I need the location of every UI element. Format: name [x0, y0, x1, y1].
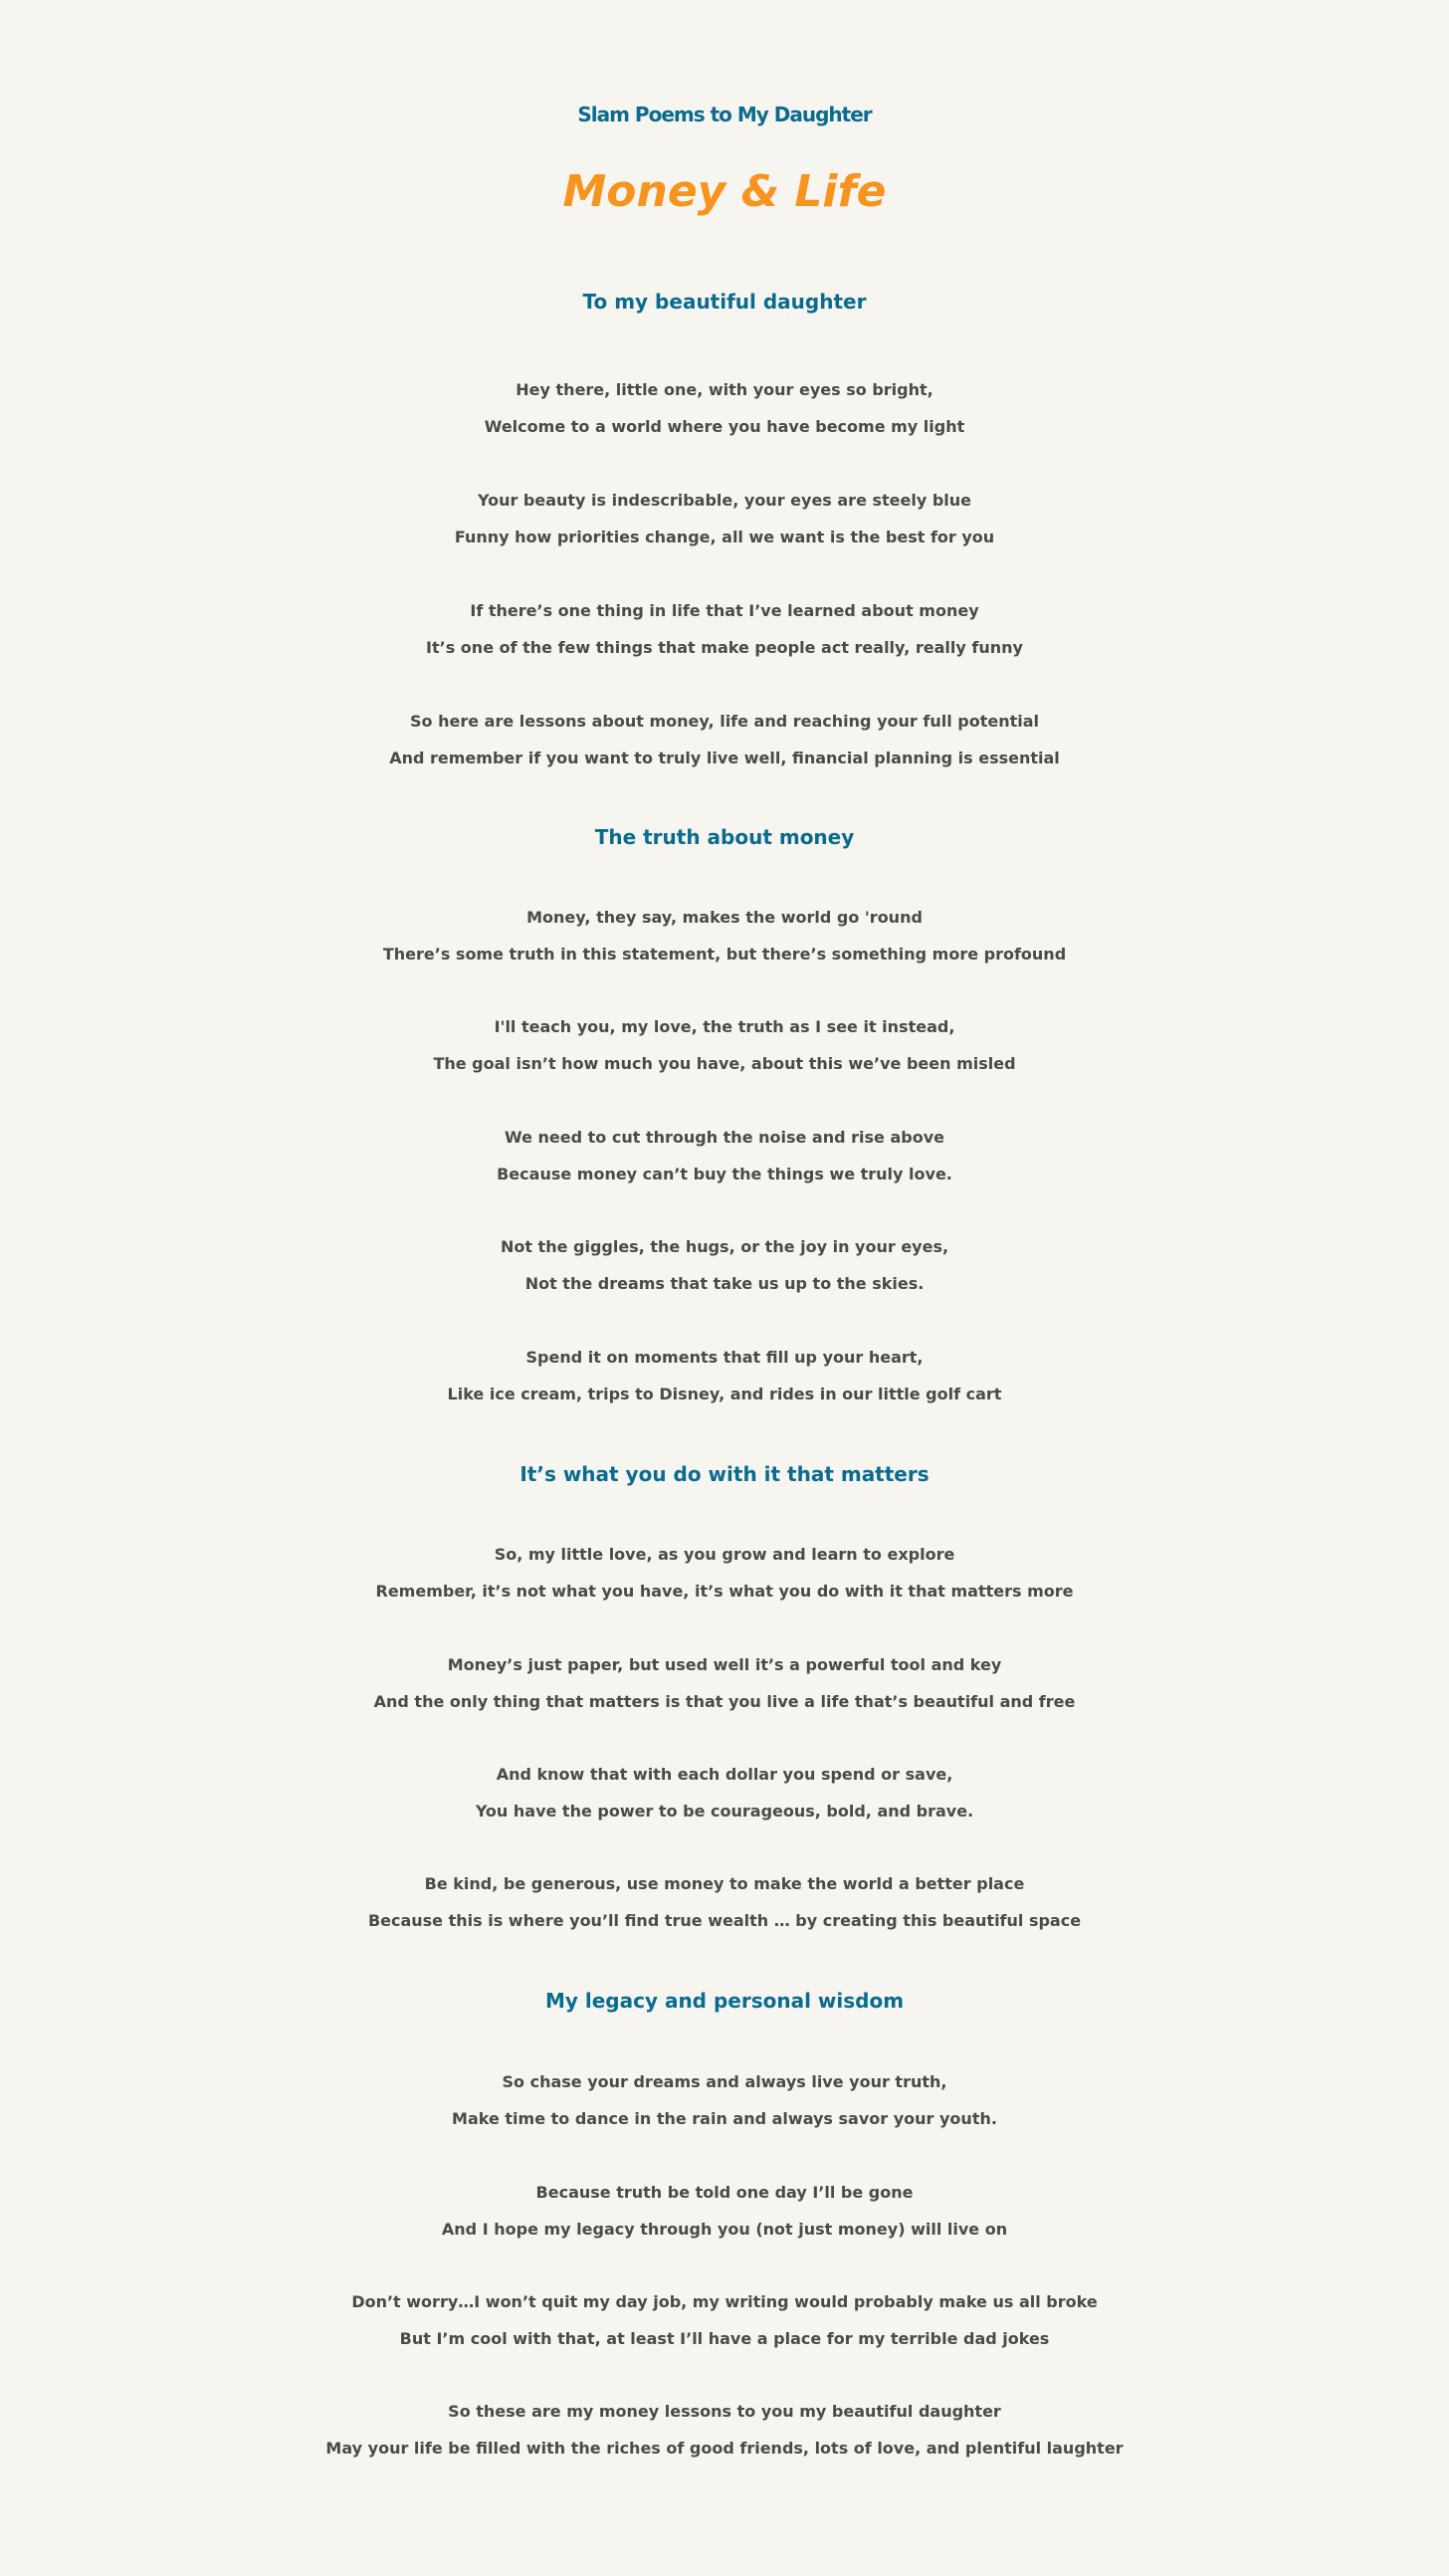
- stanza: [0, 2174, 1449, 2248]
- stanza: [0, 1008, 1449, 1082]
- stanza: [0, 482, 1449, 555]
- poem-line: I'll teach you, my love, the truth as I see it instead,: [494, 1017, 955, 1036]
- stanza: [0, 703, 1449, 776]
- poem-line: It’s one of the few things that make people act really, really funny: [426, 638, 1023, 657]
- section-heading-beautiful-daughter: To my beautiful daughter: [582, 290, 867, 314]
- poem-line: Your beauty is indescribable, your eyes are steely blue: [477, 491, 972, 510]
- poem-line: Not the dreams that take us up to the skies.: [524, 1274, 925, 1293]
- section-heading-truth-about-money: The truth about money: [594, 825, 855, 849]
- poem-line: So, my little love, as you grow and learn to explore: [494, 1545, 955, 1564]
- stanza: [0, 1536, 1449, 1610]
- poem-line: Money’s just paper, but used well it’s a powerful tool and key: [447, 1655, 1002, 1674]
- stanza: [0, 592, 1449, 666]
- stanza: [0, 899, 1449, 972]
- stanza: [0, 2283, 1449, 2357]
- stanza: [0, 1646, 1449, 1720]
- poem-line: And know that with each dollar you spend or save,: [496, 1765, 953, 1784]
- poem-line: Welcome to a world where you have become my light: [484, 417, 965, 436]
- poem-line: Because truth be told one day I’ll be gone: [535, 2183, 914, 2202]
- section-heading-what-you-do: It’s what you do with it that matters: [519, 1462, 930, 1486]
- poem-line: We need to cut through the noise and rise above: [505, 1128, 944, 1147]
- poem-line: So here are lessons about money, life and reaching your full potential: [410, 712, 1039, 731]
- poem-line: Be kind, be generous, use money to make the world a better place: [424, 1874, 1025, 1893]
- poem-line: Because this is where you’ll find true wealth … by creating this beautiful space: [367, 1911, 1082, 1930]
- poem-line: Spend it on moments that fill up your heart,: [525, 1348, 924, 1367]
- poem-line: So these are my money lessons to you my beautiful daughter: [448, 2402, 1001, 2421]
- poem-line: Money, they say, makes the world go 'round: [526, 908, 923, 927]
- poem-line: Hey there, little one, with your eyes so bright,: [516, 380, 933, 399]
- stanza: [0, 1756, 1449, 1829]
- poem-line: Like ice cream, trips to Disney, and rides in our little golf cart: [447, 1385, 1002, 1403]
- poem-line: Not the giggles, the hugs, or the joy in your eyes,: [500, 1237, 949, 1256]
- poem-line: But I’m cool with that, at least I’ll have a place for my terrible dad jokes: [399, 2329, 1050, 2348]
- stanza: [0, 2063, 1449, 2137]
- poem-line: Funny how priorities change, all we want is the best for you: [454, 528, 995, 546]
- stanza: [0, 371, 1449, 445]
- section-heading-legacy: My legacy and personal wisdom: [544, 1989, 905, 2013]
- poem-line: Remember, it’s not what you have, it’s what you do with it that matters more: [375, 1582, 1074, 1601]
- poem-line: Don’t worry…I won’t quit my day job, my writing would probably make us all broke: [351, 2292, 1098, 2311]
- stanza: [0, 1865, 1449, 1939]
- poem-line: And I hope my legacy through you (not just money) will live on: [441, 2220, 1008, 2239]
- stanza: [0, 1119, 1449, 1192]
- poem-line: Make time to dance in the rain and always savor your youth.: [452, 2109, 997, 2128]
- poem-line: There’s some truth in this statement, but there’s something more profound: [382, 945, 1067, 964]
- page-title: Slam Poems to My Daughter: [577, 103, 872, 126]
- poem-line: Because money can’t buy the things we truly love.: [497, 1165, 952, 1183]
- poem-line: You have the power to be courageous, bold, and brave.: [475, 1802, 974, 1821]
- poem-line: If there’s one thing in life that I’ve learned about money: [470, 601, 979, 620]
- page-subtitle: Money & Life: [562, 166, 887, 217]
- stanza: [0, 2393, 1449, 2467]
- poem-line: And the only thing that matters is that you live a life that’s beautiful and free: [373, 1692, 1076, 1711]
- poem-line: May your life be filled with the riches of good friends, lots of love, and plentiful laughter: [325, 2439, 1124, 2458]
- poem-line: So chase your dreams and always live your truth,: [502, 2072, 947, 2091]
- poem-line: The goal isn’t how much you have, about this we’ve been misled: [433, 1054, 1016, 1073]
- stanza: [0, 1228, 1449, 1302]
- poem-line: And remember if you want to truly live well, financial planning is essential: [389, 749, 1060, 767]
- stanza: [0, 1339, 1449, 1412]
